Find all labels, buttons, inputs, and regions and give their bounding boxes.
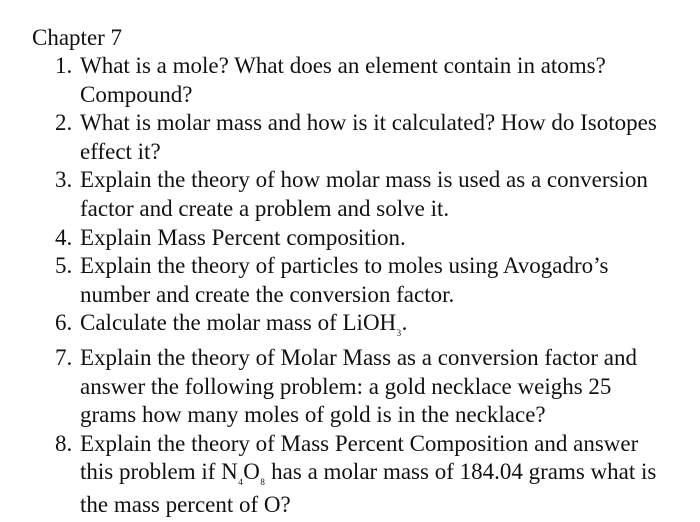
question-item: [0, 430, 670, 520]
question-number: 2.: [55, 110, 73, 136]
question-number: 4.: [55, 224, 73, 250]
formula-element: O: [243, 459, 260, 485]
question-text-before: Calculate the molar mass of LiOH: [80, 310, 397, 336]
question-text-before: Explain the theory of Mass Percent Composition and answer this problem if N: [80, 430, 639, 485]
question-text: What is a mole? What does an element contain in atoms? Compound?: [80, 53, 606, 107]
formula-subscript: 4: [238, 477, 243, 488]
question-text: [80, 430, 670, 520]
question-number: 5.: [55, 253, 73, 279]
question-item: [0, 309, 670, 342]
question-text: Explain the theory of Molar Mass as a conversion factor and answer the following problem: a gold necklace weighs 25 grams how many moles of gold is in the necklace?: [80, 344, 637, 428]
question-item: [0, 252, 670, 309]
question-text: [80, 309, 670, 342]
question-item: [0, 224, 670, 253]
question-number: 6.: [55, 310, 73, 336]
question-number: 8.: [55, 430, 73, 456]
question-text: Explain the theory of particles to moles using Avogadro’s number and create the conversion factor.: [80, 253, 609, 307]
question-number: 1.: [55, 53, 73, 78]
question-text-after: has a molar mass of 184.04 grams what is the mass percent of O?: [80, 459, 657, 517]
chapter-title: Chapter 7: [32, 25, 123, 50]
question-text: Explain the theory of how molar mass is used as a conversion factor and create a problem and solve it.: [80, 167, 648, 221]
question-item: [0, 166, 670, 223]
question-number: 3.: [55, 167, 73, 193]
question-text-after: .: [401, 310, 408, 336]
question-text: What is molar mass and how is it calculated? How do Isotopes effect it?: [80, 110, 657, 164]
question-item: [0, 52, 670, 109]
formula-subscript: 8: [260, 477, 265, 488]
question-item: [0, 344, 670, 430]
formula-subscript: 3: [396, 328, 402, 339]
question-list: [0, 52, 700, 520]
question-item: [0, 109, 670, 166]
question-number: 7.: [55, 344, 73, 370]
question-text: Explain Mass Percent composition.: [80, 224, 406, 250]
